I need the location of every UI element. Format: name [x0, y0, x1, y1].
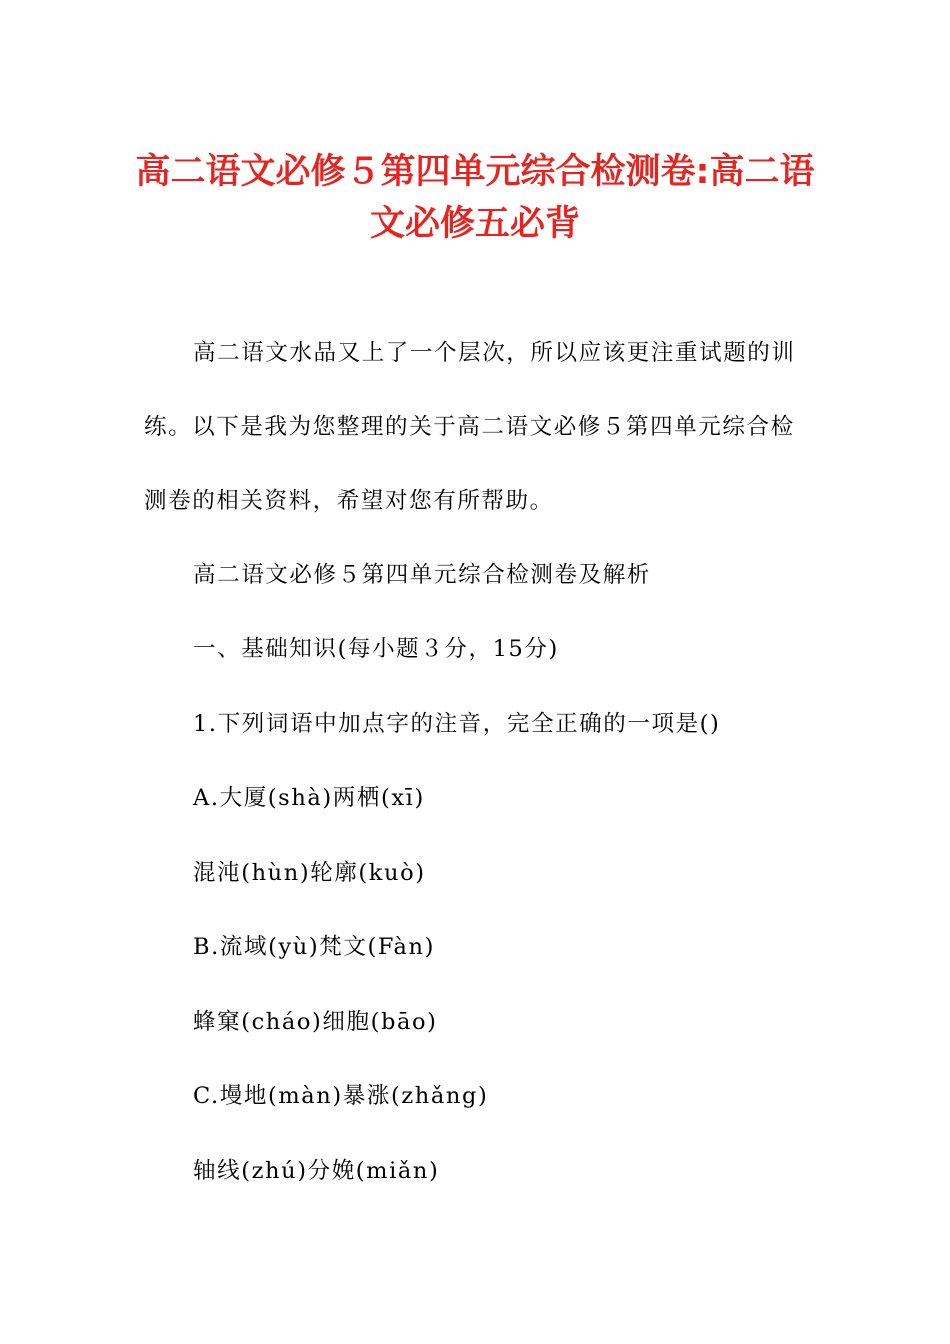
- option-c-line-2: 轴线(zhú)分娩(miǎn): [193, 1158, 440, 1184]
- title-line-2: 文必修五必背: [369, 204, 580, 244]
- title-line-1: 高二语文必修５第四单元综合检测卷:高二语: [135, 152, 815, 192]
- intro-line-2: 练。以下是我为您整理的关于高二语文必修５第四单元综合检: [144, 414, 795, 440]
- option-b-line-2: 蜂窠(cháo)细胞(bāo): [193, 1009, 438, 1035]
- document-title: [100, 146, 850, 250]
- option-a-line-2: 混沌(hùn)轮廓(kuò): [193, 860, 426, 886]
- part-heading: 一、基础知识(每小题３分，15分): [193, 636, 559, 662]
- question-1: 1.下列词语中加点字的注音，完全正确的一项是(): [193, 711, 721, 737]
- option-a-line-1: A.大厦(shà)两栖(xī): [193, 785, 425, 811]
- intro-line-1: 高二语文水品又上了一个层次，所以应该更注重试题的训: [193, 340, 796, 366]
- option-b-line-1: B.流域(yù)梵文(Fàn): [193, 934, 435, 960]
- section-heading: 高二语文必修５第四单元综合检测卷及解析: [193, 562, 651, 588]
- intro-line-3: 测卷的相关资料，希望对您有所帮助。: [144, 488, 554, 514]
- option-c-line-1: C.墁地(màn)暴涨(zhǎng): [193, 1083, 489, 1109]
